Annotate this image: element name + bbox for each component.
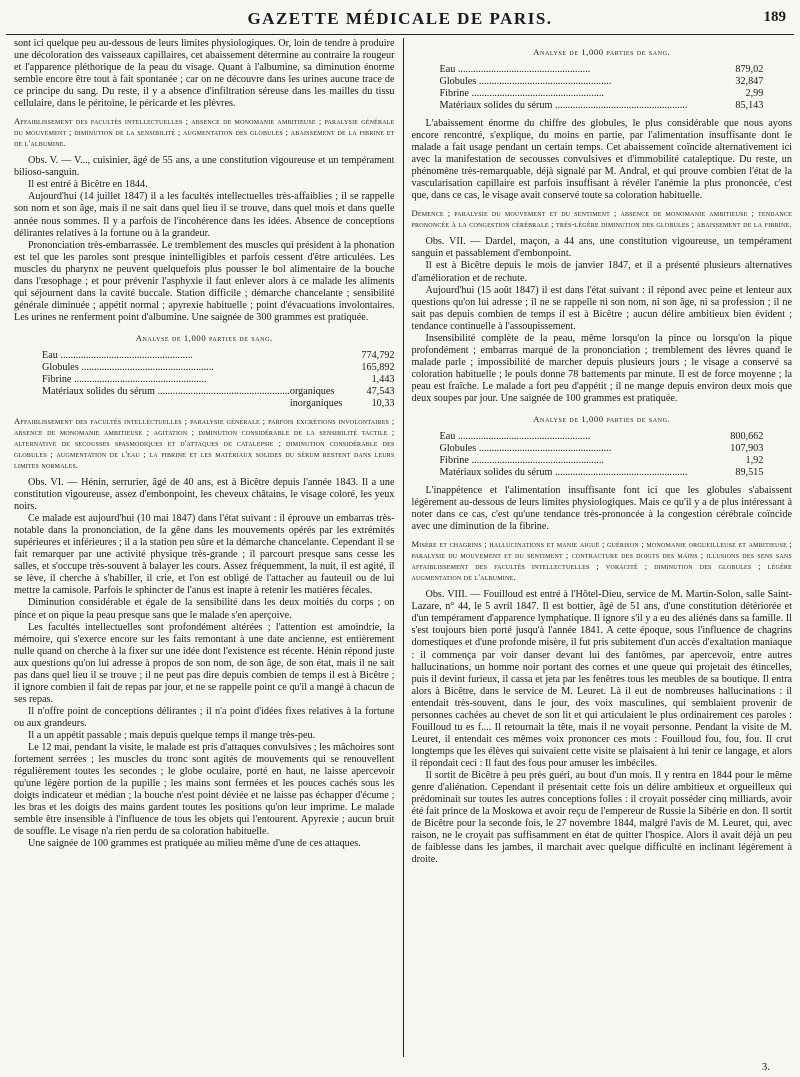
row-value: 47,543 [366,385,395,397]
blood-row [42,386,395,398]
row-value: 1,92 [745,455,764,467]
commentary-paragraph: L'abaissement énorme du chiffre des globules, le plus considérable que nous ayons encore rencontré, s'explique, du moins en partie, par l'alimentation insuffisante dont le malade a fait usage pendant un certain temps. Cet abaissement coïncide alternativement ici avec la manifestation de secousses convulsives et d'immobilité cataleptique. Du reste, un phénomène très-remarquable, déjà signalé par M. Andral, et qui prouve combien l'état de la vascularisation capillaire est parfois insuffisant à révéler l'anémie la plus prononcée, c'est que, dans ce cas, le visage avait conservé toute sa coloration habituelle. [411,118,792,202]
signature-mark: 3. [761,1061,770,1073]
case-summary-obs6: Affaiblissement des facultés intellectuelles ; paralysie générale ; parfois excrétions involontaires ; absence de monomanie ambitieuse ; agitation ; diminution considérable de la sensibilité tactile ; alternative de secousses spasmodiques et d'attaques de catalepsie ; diminution considérable des globules ; augmentation de l'eau ; la fibrine et les matériaux solides du sérum restent dans leurs limites normales. [14,415,395,470]
row-label: Globules ..... [42,362,290,374]
row-value: 165,892 [361,361,395,373]
blood-row [439,443,763,455]
right-column [411,38,792,1057]
row-value: 85,143 [735,100,764,112]
blood-row [439,76,763,88]
blood-row [439,64,763,76]
obs7-paragraph: Obs. VII. — Dardel, maçon, a 44 ans, une constitution vigoureuse, un tempérament sanguin et passablement d'embonpoint. [411,236,792,260]
row-label: Fibrine ..... [439,88,687,100]
obs7-paragraph: Insensibilité complète de la peau, même lorsqu'on la pince ou lorsqu'on la pique profondément ; embarras marqué de la prononciation ; tremblement des lèvres quand le malade parle ; impossibilité de marcher depuis plusieurs jours ; le visage a conservé sa coloration habituelle ; le pouls donne 78 battements par minute. Il est de force moyenne ; la peau est fraîche. Le malade a fort peu d'appétit ; il ne mange depuis environ deux mois que deux soupes par jour. Une saignée de 100 grammes est pratiquée. [411,332,792,404]
obs8-paragraph: Il sortit de Bicêtre à peu près guéri, au bout d'un mois. Il y rentra en 1844 pour le même genre d'aliénation. Cependant il présentait cette fois un délire ambitieux et orgueilleux qui prédominait sur toutes les autres conceptions folles : il croyait posséder cinq milliards, avoir été fait prince de la Moskowa et avoir reçu de l'empereur de Russie la Sibérie en don. Il sortit de Bicêtre pour la seconde fois, le 27 novembre 1844, malgré l'avis de M. Leuret, qui, avec raison, ne le croyait pas suffisamment en état de quitter l'hospice. Alors il avait déjà un peu de faiblesse dans les jambes, il marchait avec quelque difficulté en inclinant légèrement à droite. [411,769,792,866]
row-label: Fibrine ..... [42,374,290,386]
case-summary-obs7: Démence ; paralysie du mouvement et du sentiment ; absence de monomanie ambitieuse ; tendance prononcée à la congestion cérébrale ; très-légère diminution des globules ; abaissement de la fibrine. [411,208,792,230]
row-value: 800,662 [730,431,764,443]
row-value: 879,02 [735,64,764,76]
row-value: 89,515 [735,467,764,479]
blood-analysis-table [42,350,395,410]
row-value: 107,903 [730,443,764,455]
blood-row [439,467,763,479]
row-value: 10,33 [371,397,395,409]
obs5-paragraph: Prononciation très-embarrassée. Le tremblement des muscles qui président à la phonation est tel que les paroles sont presque inintelligibles et parfois cessent d'être articulées. Les muscles du pharynx ne peuvent quelquefois plus pousser le bol alimentaire de la bouche dans l'œsophage ; et pour prévenir l'asphyxie il faut enlever alors à ce malade les aliments qui séjournent dans la cavité buccale. Station difficile ; démarche chancelante ; sensibilité générale diminuée ; appétit normal ; apyrexie habituelle ; point d'évacuations involontaires. Les urines ne renferment point d'albumine. Une saignée de 300 grammes est pratiquée. [14,239,395,323]
row-label: Matériaux solides du sérum ..... [42,386,290,410]
row-label: Fibrine ..... [439,455,687,467]
blood-analysis-table [439,431,763,479]
obs6-paragraph: Obs. VI. — Hénin, serrurier, âgé de 40 ans, est à Bicêtre depuis l'année 1843. Il a une constitution vigoureuse, assez d'embonpoint, les cheveux châtains, le visage coloré, les yeux noirs. [14,476,395,513]
blood-analysis-table [439,64,763,112]
blood-row [42,362,395,374]
blood-analysis-title: Analyse de 1,000 parties de sang. [533,47,671,57]
sub-label: organiques [289,385,335,397]
column-divider [403,38,404,1057]
obs6-paragraph: Les facultés intellectuelles sont profondément altérées ; l'attention est amoindrie, la mémoire, qui s'exerce encore sur les faits remontant à une date ancienne, est entièrement nulle quand on cherche à la fixer sur une idée dont l'existence est récente. Hénin répond juste aux questions qu'on lui adresse à propos de son nom, de son âge, de son état, mais il ne sait pas dans quel lieu il se trouve ; il ne peut pas dire depuis combien de temps il est à Bicêtre ; il ignore combien il fait de repas par jour, et ne se rappelle point ce qu'il a mangé à chacun de ses repas. [14,621,395,705]
page-number: 189 [763,9,786,25]
obs5-paragraph: Obs. V. — V..., cuisinier, âgé de 55 ans, a une constitution vigoureuse et un tempérament bilioso-sanguin. [14,155,395,179]
row-value: 774,792 [361,349,395,361]
row-value: 1,443 [371,373,395,385]
intro-paragraph: sont ici quelque peu au-dessous de leurs limites physiologiques. Or, loin de tendre à produire une décoloration des vaisseaux capillaires, cet abaissement détermine au contraire la rougeur et l'apparence pléthorique de la peau du visage. Quant à l'albumine, sa diminution énorme semble encore être tout à fait spontanée ; car on ne découvre dans les urines aucune trace de ce principe du sang. Du reste, il y a absence d'infiltration séreuse dans les mailles du tissu cellulaire, dans le péritoine, le péricarde et les plèvres. [14,38,395,110]
blood-row [42,350,395,362]
blood-row [439,431,763,443]
row-label: Globules ..... [439,443,687,455]
obs6-paragraph: Diminution considérable et égale de la sensibilité dans les deux moitiés du corps ; on pince et on pique la peau presque sans que le malade s'en aperçoive. [14,597,395,621]
obs6-paragraph: Le 12 mai, pendant la visite, le malade est pris d'attaques convulsives ; les mâchoires sont fortement serrées ; les muscles du tronc sont agités de mouvements qui se renouvellent régulièrement toutes les secondes ; le globe oculaire, porté en haut, ne laisse apercevoir qu'une légère portion de la pupille ; les mains sont fermées et les pouces cachés sous les doigts indicateur et médian ; la bouche n'est point déviée et ne laisse pas échapper d'écume ; les bras et les doigts des mains gardent toutes les positions qu'on leur imprime. Le malade semble être insensible à l'influence de tous les objets qui l'entourent. Apyrexie ; aucun bruit de souffle. Le visage n'a rien perdu de sa coloration habituelle. [14,742,395,838]
two-column-body [14,38,792,1057]
case-summary-obs5: Affaiblissement des facultés intellectuelles ; absence de monomanie ambitieuse ; paralysie générale du mouvement ; diminution de la sensibilité ; augmentation des globules ; abaissement de la fibrine et de l'albumine. [14,116,395,149]
row-value: 2,99 [745,88,764,100]
row-label: Globules ..... [439,76,687,88]
obs5-paragraph: Il est entré à Bicêtre en 1844. [28,179,148,191]
row-label: Eau ..... [42,350,290,362]
obs8-paragraph: Obs. VIII. — Fouilloud est entré à l'Hôtel-Dieu, service de M. Martin-Solon, salle Saint-Lazare, n° 44, le 5 avril 1847. Il est bottier, âgé de 51 ans, d'une constitution détériorée et d'un tempérament d'apparence lymphatique. Il ignore s'il y a eu des aliénés dans sa famille. Il s'est toujours bien porté jusqu'à l'année 1841. A cette époque, sous l'influence de chagrins domestiques et d'une profonde misère, il fut pris subitement d'un accès d'exaltation maniaque : il commença par voir danser devant lui des fantômes, par apercevoir, entre autres hallucinations, un homme noir portant des cornes et une queue qui projetait des étincelles, puis il devint furieux, il cassa et jeta par les fenêtres tous les meubles de sa boutique. Il entra alors à Bicêtre, dans le service de M. Leuret. Là il eut de nombreuses hallucinations : il entendait très-souvent, dans le jour, des voix masculines, qui semblaient provenir de personnes cachées au chevet de son lit et qui articulaient le plus ordinairement ces paroles : Fouilloud tu es f.... Il retournait la tête, mais il ne voyait personne. Pendant la visite de M. Leuret, il entendait ces mêmes voix prononcer ces mots : Fouilloud fou, fou, fou. Il crut longtemps que les élèves qui suivaient cette visite se plaisaient à lui tenir ce langage, et alors il répondait ceci : Il faut des fous pour amuser les imbéciles. [411,589,792,769]
row-label: Eau ..... [439,64,687,76]
blood-analysis-title: Analyse de 1,000 parties de sang. [135,332,273,343]
sub-label: inorganiques [289,397,343,409]
blood-row [42,374,395,386]
row-label: Matériaux solides du sérum ..... [439,467,687,479]
row-value: 32,847 [735,76,764,88]
obs6-paragraph: Il n'offre point de conceptions délirantes ; il n'a point d'idées fixes relatives à la fortune ou aux grandeurs. [14,705,395,729]
obs6-paragraph: Il a un appétit passable ; mais depuis quelque temps il mange très-peu. [28,729,316,741]
blood-row [439,100,763,112]
obs6-paragraph: Une saignée de 100 grammes est pratiquée au milieu même d'une de ces attaques. [28,838,361,850]
commentary-paragraph: L'inappétence et l'alimentation insuffisante font ici que les globules s'abaissent légèrement au-dessous de leurs limites physiologiques. Mais ce qu'il y a de plus intéressant à noter dans ce cas, c'est qu'une tendance très-prononcée à la congestion cérébrale coïncide avec une diminution de la fibrine. [411,485,792,533]
blood-row [439,88,763,100]
left-column [14,38,395,1057]
page-header [6,0,794,35]
case-summary-obs8: Misère et chagrins ; hallucinations et manie aiguë ; guérison ; monomanie orgueilleuse et ambitieuse ; paralysie du mouvement et du sentiment ; contracture des doigts des mains ; illusions des sens sans affaiblissement des facultés intellectuelles ; voracité ; diminution des globules ; légère augmentation de l'albumine. [411,539,792,583]
blood-analysis-title: Analyse de 1,000 parties de sang. [533,414,671,425]
obs6-paragraph: Ce malade est aujourd'hui (10 mai 1847) dans l'état suivant : il éprouve un embarras très-notable dans la prononciation, de la gêne dans les mouvements opérés par les extrémités supérieures et inférieures ; il a la station peu sûre et la démarche chancelante. Cependant il se fait remarquer par une activité physique très-grande ; il parcourt presque sans cesse les salles, et s'occupe très-souvent à balayer les cours. Assez fréquemment, la nuit, il est agité, il se lève, il cherche à s'habiller, il crie, et l'on est obligé de l'attacher au fauteuil ou de lui mettre la camisole. Parfois le sphincter de l'anus est inapte à retenir les matières fécales. [14,513,395,597]
blood-row [439,455,763,467]
obs5-paragraph: Aujourd'hui (14 juillet 1847) il a les facultés intellectuelles très-affaiblies ; il se rappelle son nom et son âge, mais il ne sait dans quel lieu il se trouve, dans quel mois et dans quelle année nous sommes. Il y a parfois de l'incohérence dans les idées. Absence de conceptions délirantes relatives à la fortune ou à la grandeur. [14,191,395,239]
journal-title: GAZETTE MÉDICALE DE PARIS. [247,9,553,28]
obs7-paragraph: Aujourd'hui (15 août 1847) il est dans l'état suivant : il répond avec peine et lenteur aux questions qu'on lui adresse ; il ne se rappelle ni son nom, ni son âge, ni sa profession ; il ne sait pas depuis combien de temps il est à Bicêtre ; aucun délire ambitieux bien évident ; tendance continuelle à l'assoupissement. [411,284,792,332]
row-label: Eau ..... [439,431,687,443]
obs7-paragraph: Il est à Bicêtre depuis le mois de janvier 1847, et il a présenté plusieurs alternatives d'amélioration et de rechute. [411,260,792,284]
row-label: Matériaux solides du sérum ..... [439,100,687,112]
